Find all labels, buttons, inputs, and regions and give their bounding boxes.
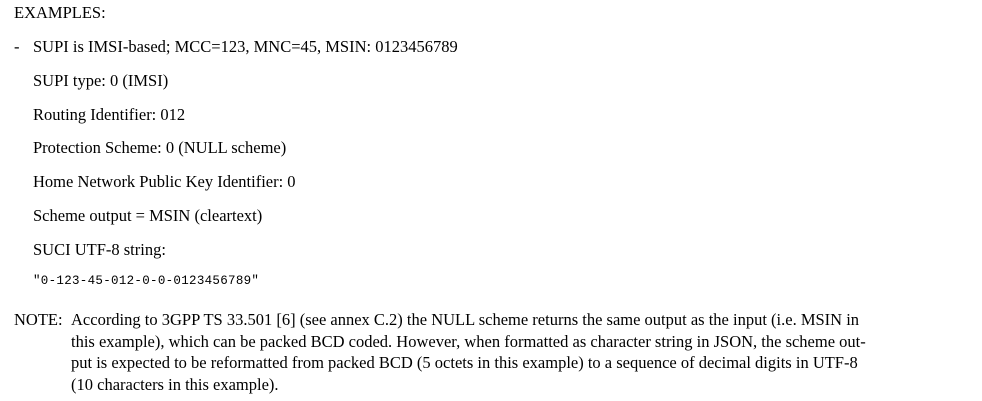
note-label: NOTE: bbox=[14, 310, 63, 329]
note-text bbox=[71, 309, 971, 395]
note-line: According to 3GPP TS 33.501 [6] (see annex C.2) the NULL scheme returns the same output as the input (i.e. MSIN in bbox=[71, 310, 860, 329]
examples-heading: EXAMPLES: bbox=[14, 3, 106, 22]
suci-string-value: "0-123-45-012-0-0-0123456789" bbox=[33, 274, 260, 288]
scheme-output-line: Scheme output = MSIN (cleartext) bbox=[33, 206, 263, 225]
example-title: SUPI is IMSI-based; MCC=123, MNC=45, MSIN: 0123456789 bbox=[33, 37, 458, 56]
supi-type-line: SUPI type: 0 (IMSI) bbox=[33, 71, 169, 90]
note-line: put is expected to be reformatted from packed BCD (5 octets in this example) to a sequence of decimal digits in UTF-8 bbox=[71, 353, 858, 372]
note-line: (10 characters in this example). bbox=[71, 374, 279, 394]
note-line: this example), which can be packed BCD coded. However, when formatted as character string in JSON, the scheme out- bbox=[71, 331, 866, 351]
list-bullet: - bbox=[14, 37, 20, 56]
routing-identifier-line: Routing Identifier: 012 bbox=[33, 105, 186, 124]
suci-string-label: SUCI UTF-8 string: bbox=[33, 240, 166, 259]
home-network-key-id-line: Home Network Public Key Identifier: 0 bbox=[33, 172, 296, 191]
protection-scheme-line: Protection Scheme: 0 (NULL scheme) bbox=[33, 138, 287, 157]
